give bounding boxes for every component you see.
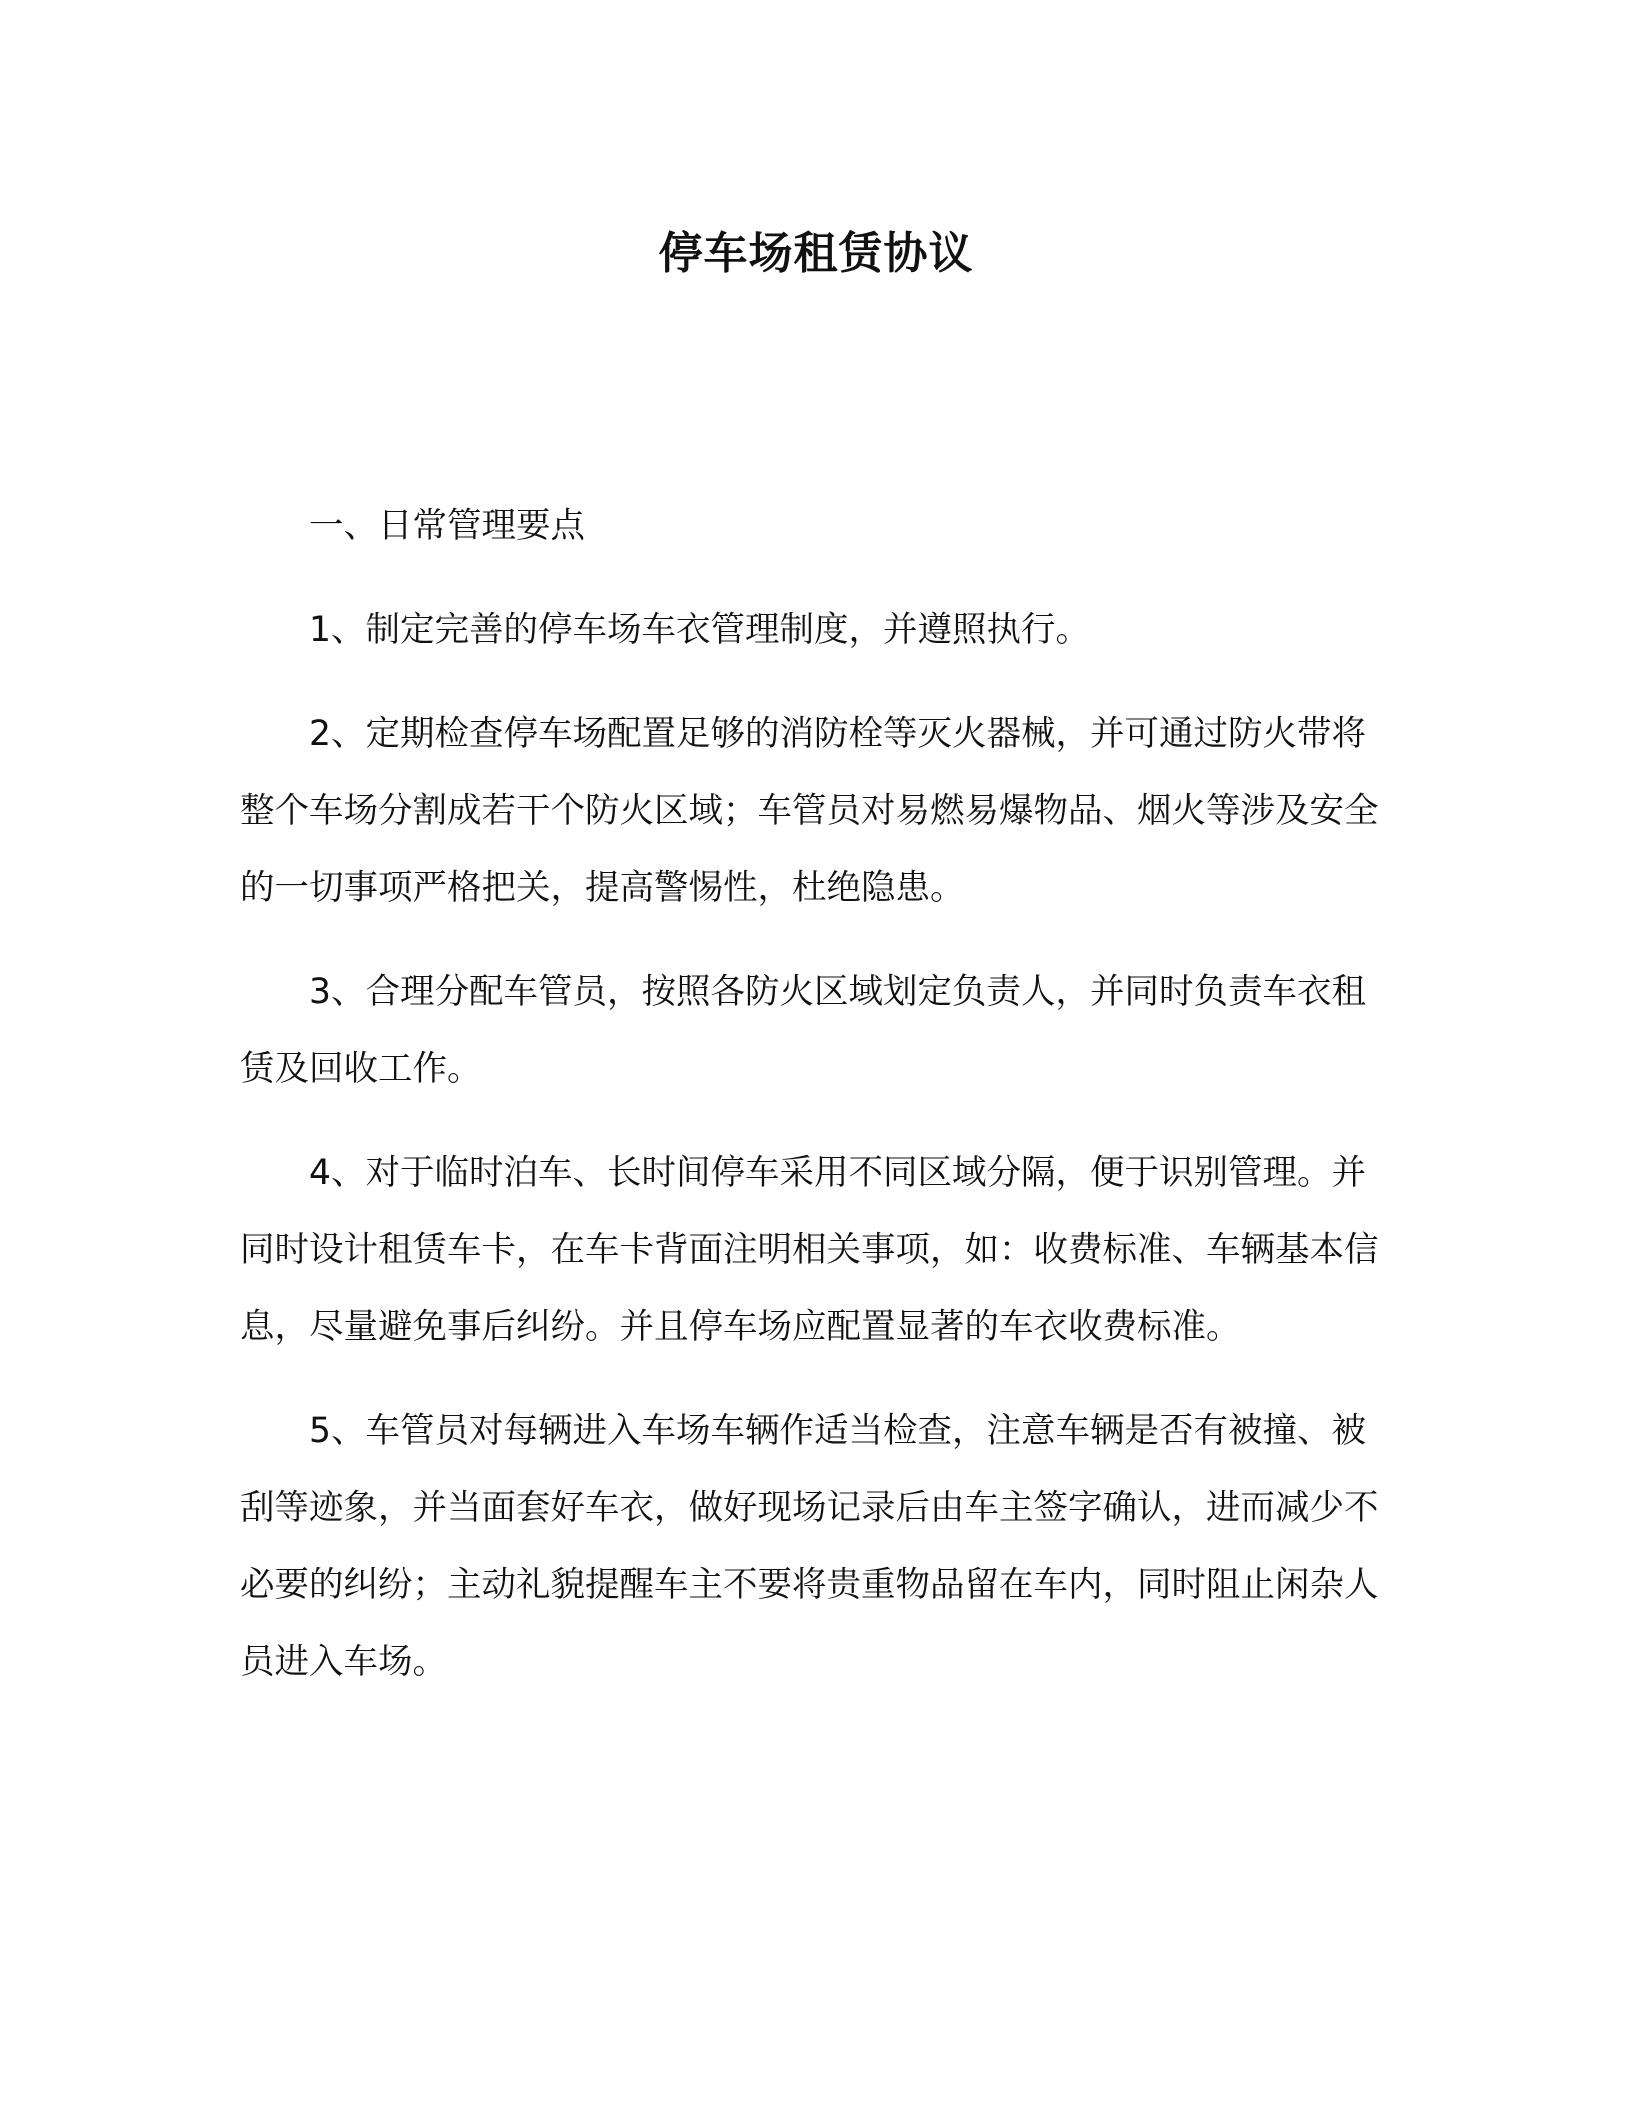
paragraph-1: 1、制定完善的停车场车衣管理制度，并遵照执行。 <box>309 610 1090 650</box>
paragraph-2: 2、定期检查停车场配置足够的消防栓等灭火器械，并可通过防火带将整个车场分割成若干个防火区域；车管员对易燃易爆物品、烟火等涉及安全的一切事项严格把关，提高警惕性，杜绝隐患。 <box>240 714 1379 908</box>
document-body <box>240 488 1382 1701</box>
document-title: 停车场租赁协议 <box>658 228 974 279</box>
paragraph-5: 5、车管员对每辆进入车场车辆作适当检查，注意车辆是否有被撞、被刮等迹象，并当面套好车衣，做好现场记录后由车主签字确认，进而减少不必要的纠纷；主动礼貌提醒车主不要将贵重物品留在车内，同时阻止闲杂人员进入车场。 <box>240 1411 1379 1682</box>
section-heading: 一、日常管理要点 <box>309 506 585 546</box>
paragraph-3: 3、合理分配车管员，按照各防火区域划定负责人，并同时负责车衣租赁及回收工作。 <box>240 972 1366 1089</box>
paragraph-4: 4、对于临时泊车、长时间停车采用不同区域分隔，便于识别管理。并同时设计租赁车卡，在车卡背面注明相关事项，如：收费标准、车辆基本信息，尽量避免事后纠纷。并且停车场应配置显著的车衣收费标准。 <box>240 1153 1379 1347</box>
